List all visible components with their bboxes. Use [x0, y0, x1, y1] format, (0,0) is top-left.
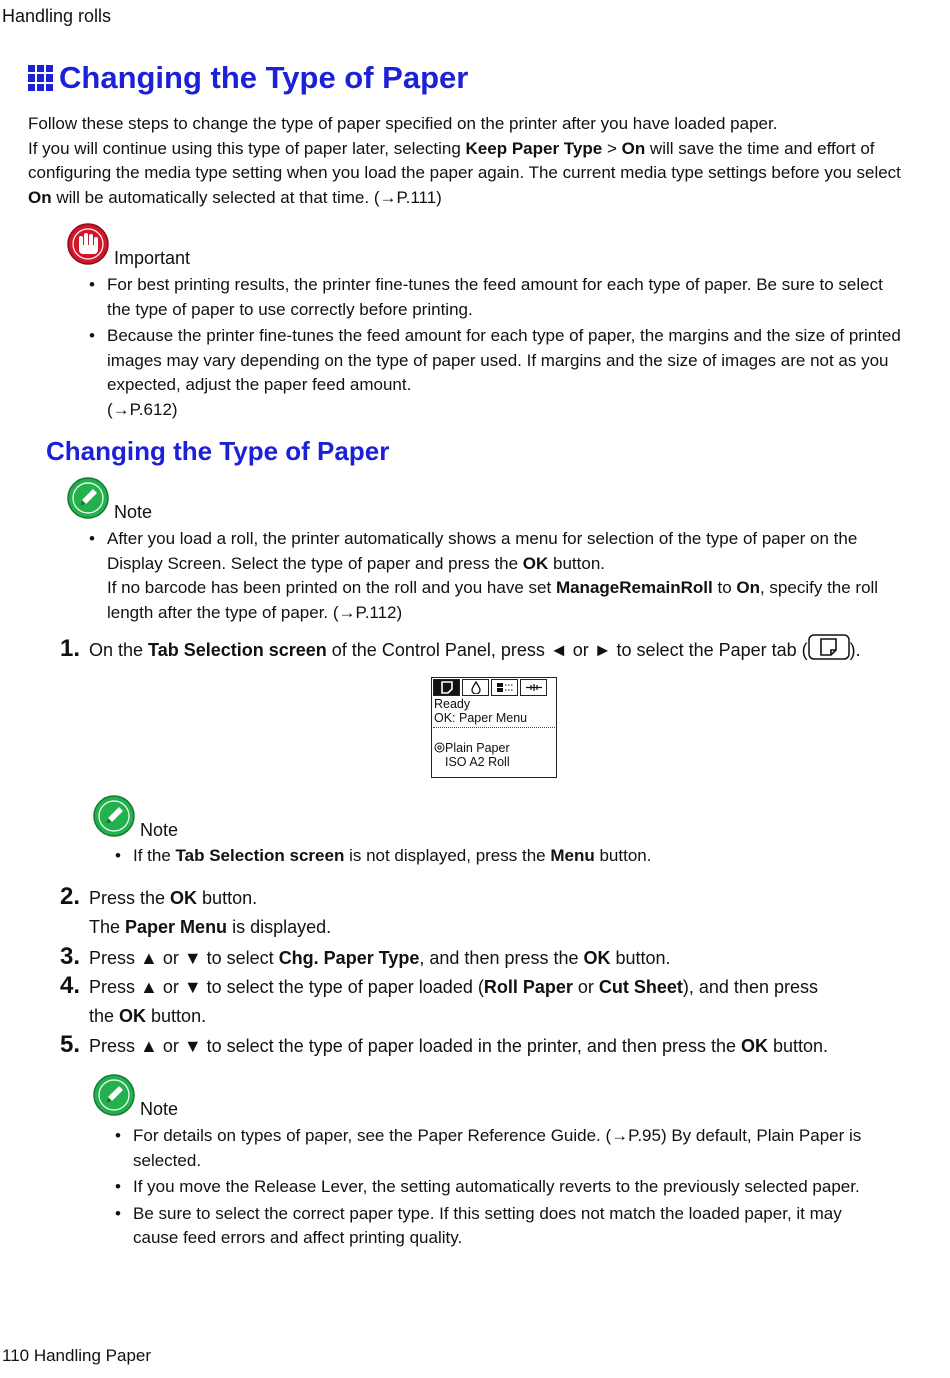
intro-paragraph — [28, 137, 928, 211]
step-text-b: button. — [197, 888, 258, 908]
note-label: Note — [140, 1099, 179, 1119]
display-paper-size: ISO A2 Roll — [445, 755, 510, 769]
paper-type-value: Plain Paper — [445, 741, 510, 755]
important-label: Important — [114, 248, 191, 268]
control-panel-display — [431, 677, 557, 778]
step-text-c: button. — [610, 948, 671, 968]
note-pencil-icon — [92, 1073, 136, 1117]
list-item — [89, 527, 904, 625]
list-item: • If you move the Release Lever, the setting automatically reverts to the previously selected paper. — [115, 1175, 885, 1200]
note-callout-head — [92, 1073, 178, 1117]
page-title: Changing the Type of Paper — [59, 60, 469, 95]
step-number: 4. — [60, 972, 81, 999]
important-callout-head — [66, 222, 190, 266]
step-text-a: On the — [89, 640, 149, 660]
important-bullet-text: Because the printer fine-tunes the feed amount for each type of paper, the margins and the size of printed images may vary depending on the type of paper used. If margins and the size of images are not as you expected, adjust the paper feed amount. — [107, 326, 901, 394]
note-callout-head — [66, 476, 152, 520]
page-footer: 110 Handling Paper — [2, 1346, 152, 1365]
note-pencil-icon — [66, 476, 110, 520]
section-subtitle: Changing the Type of Paper — [46, 436, 390, 466]
roll-icon — [434, 742, 445, 753]
step-text — [89, 634, 861, 665]
tab-selection-term: Tab Selection screen — [148, 640, 327, 660]
note-text: button. — [548, 553, 606, 573]
tab-selection-term: Tab Selection screen — [175, 846, 345, 865]
step-number: 1. — [60, 635, 81, 662]
ok-term: OK — [741, 1036, 769, 1056]
ok-term: OK — [170, 888, 198, 908]
on-term: On — [28, 187, 52, 207]
step-text — [89, 944, 671, 973]
list-item: • For details on types of paper, see the Paper Reference Guide. (→P.95) By default, Plain Paper is selected. — [115, 1124, 885, 1173]
step-text-a: Press the — [89, 888, 171, 908]
step-text — [89, 1032, 828, 1061]
running-head: Handling rolls — [2, 6, 112, 26]
step-number: 5. — [60, 1031, 81, 1058]
intro-text — [28, 112, 928, 210]
note-text: After you load a roll, the printer automatically shows a menu for selection of the type of paper on the Display Screen. Select the type of paper and press the — [107, 529, 858, 573]
note-list — [89, 527, 904, 627]
adjust-tab-icon — [520, 679, 547, 696]
note-list — [115, 1124, 885, 1253]
note-text: is not displayed, press the — [344, 846, 551, 865]
intro-text-a: If you will continue using this type of paper later, selecting — [28, 138, 466, 158]
manage-remain-roll-term: ManageRemainRoll — [555, 578, 713, 597]
step-text — [89, 973, 818, 1002]
chg-paper-type-term: Chg. Paper Type — [278, 948, 420, 968]
important-list — [89, 273, 904, 424]
step-text-c: ), and then press — [682, 977, 818, 997]
ok-term: OK — [583, 948, 611, 968]
step-text-b: or — [572, 977, 599, 997]
menu-term: Menu — [550, 846, 595, 865]
note-text: , specify the roll length after the type of paper. (→P.112) — [107, 578, 879, 622]
section-grid-icon — [28, 65, 54, 91]
step-text-a: Press ▲ or ▼ to select — [89, 948, 279, 968]
step-number: 3. — [60, 943, 81, 970]
list-item — [115, 844, 905, 869]
on-term: On — [621, 138, 646, 158]
paper-menu-term: Paper Menu — [125, 917, 228, 937]
step-text-b: button. — [768, 1036, 829, 1056]
display-status: Ready — [434, 697, 471, 711]
page-title-block — [28, 60, 468, 96]
step-text-d: the — [89, 1006, 120, 1026]
on-term: On — [736, 578, 760, 597]
step-5 — [60, 1031, 828, 1061]
result-text-b: is displayed. — [227, 917, 332, 937]
ink-tab-icon — [462, 679, 489, 696]
note-text: If no barcode has been printed on the roll and you have set — [107, 578, 556, 597]
paper-tab-icon — [433, 679, 460, 696]
note-text: to — [712, 578, 737, 597]
roll-paper-term: Roll Paper — [483, 977, 573, 997]
step-3 — [60, 943, 671, 973]
step-2-result — [89, 917, 331, 938]
ok-term: OK — [522, 553, 549, 573]
step-text-e: button. — [146, 1006, 207, 1026]
list-item: • Be sure to select the correct paper type. If this setting does not match the loaded paper, it may cause feed errors and affect printing quality. — [115, 1202, 885, 1251]
page-reference: (→P.612) — [107, 399, 178, 419]
step-text-b: , and then press the — [419, 948, 584, 968]
step-2 — [60, 883, 257, 913]
step-text — [89, 884, 257, 913]
settings-tab-icon — [491, 679, 518, 696]
note-callout-head — [92, 794, 178, 838]
note-label: Note — [114, 502, 153, 522]
result-text-a: The — [89, 917, 126, 937]
list-item — [89, 324, 904, 422]
step-4-continued — [89, 1006, 206, 1027]
step-text-a: Press ▲ or ▼ to select the type of paper loaded in the printer, and then press the — [89, 1036, 742, 1056]
ok-term: OK — [119, 1006, 147, 1026]
step-text-b: of the Control Panel, press ◄ or ► to select the Paper tab ( — [326, 640, 808, 660]
paper-tab-icon — [808, 634, 850, 660]
step-4 — [60, 972, 818, 1002]
note-list — [115, 844, 905, 871]
step-1 — [60, 634, 861, 665]
list-item: • For best printing results, the printer fine-tunes the feed amount for each type of paper. Be sure to select the type of paper to use correctly before printing. — [89, 273, 904, 322]
intro-separator: > — [602, 138, 622, 158]
note-pencil-icon — [92, 794, 136, 838]
keep-paper-type-term: Keep Paper Type — [465, 138, 603, 158]
intro-text-b: will save the time and effort of configuring the media type setting when you load the paper again. The current media type settings before you select — [28, 138, 901, 182]
display-tabs — [432, 678, 556, 697]
step-number: 2. — [60, 883, 81, 910]
note-text: button. — [594, 846, 652, 865]
intro-line1: Follow these steps to change the type of paper specified on the printer after you have loaded paper. — [28, 114, 778, 133]
important-hand-icon — [66, 222, 110, 266]
step-text-a: Press ▲ or ▼ to select the type of paper loaded ( — [89, 977, 484, 997]
note-text: If the — [133, 846, 176, 865]
note-label: Note — [140, 820, 179, 840]
display-hint: OK: Paper Menu — [434, 711, 528, 725]
display-paper-type — [432, 741, 556, 755]
step-text-c: ). — [849, 640, 861, 660]
cut-sheet-term: Cut Sheet — [598, 977, 683, 997]
intro-text-c: will be automatically selected at that time. (→P.111) — [51, 187, 442, 207]
